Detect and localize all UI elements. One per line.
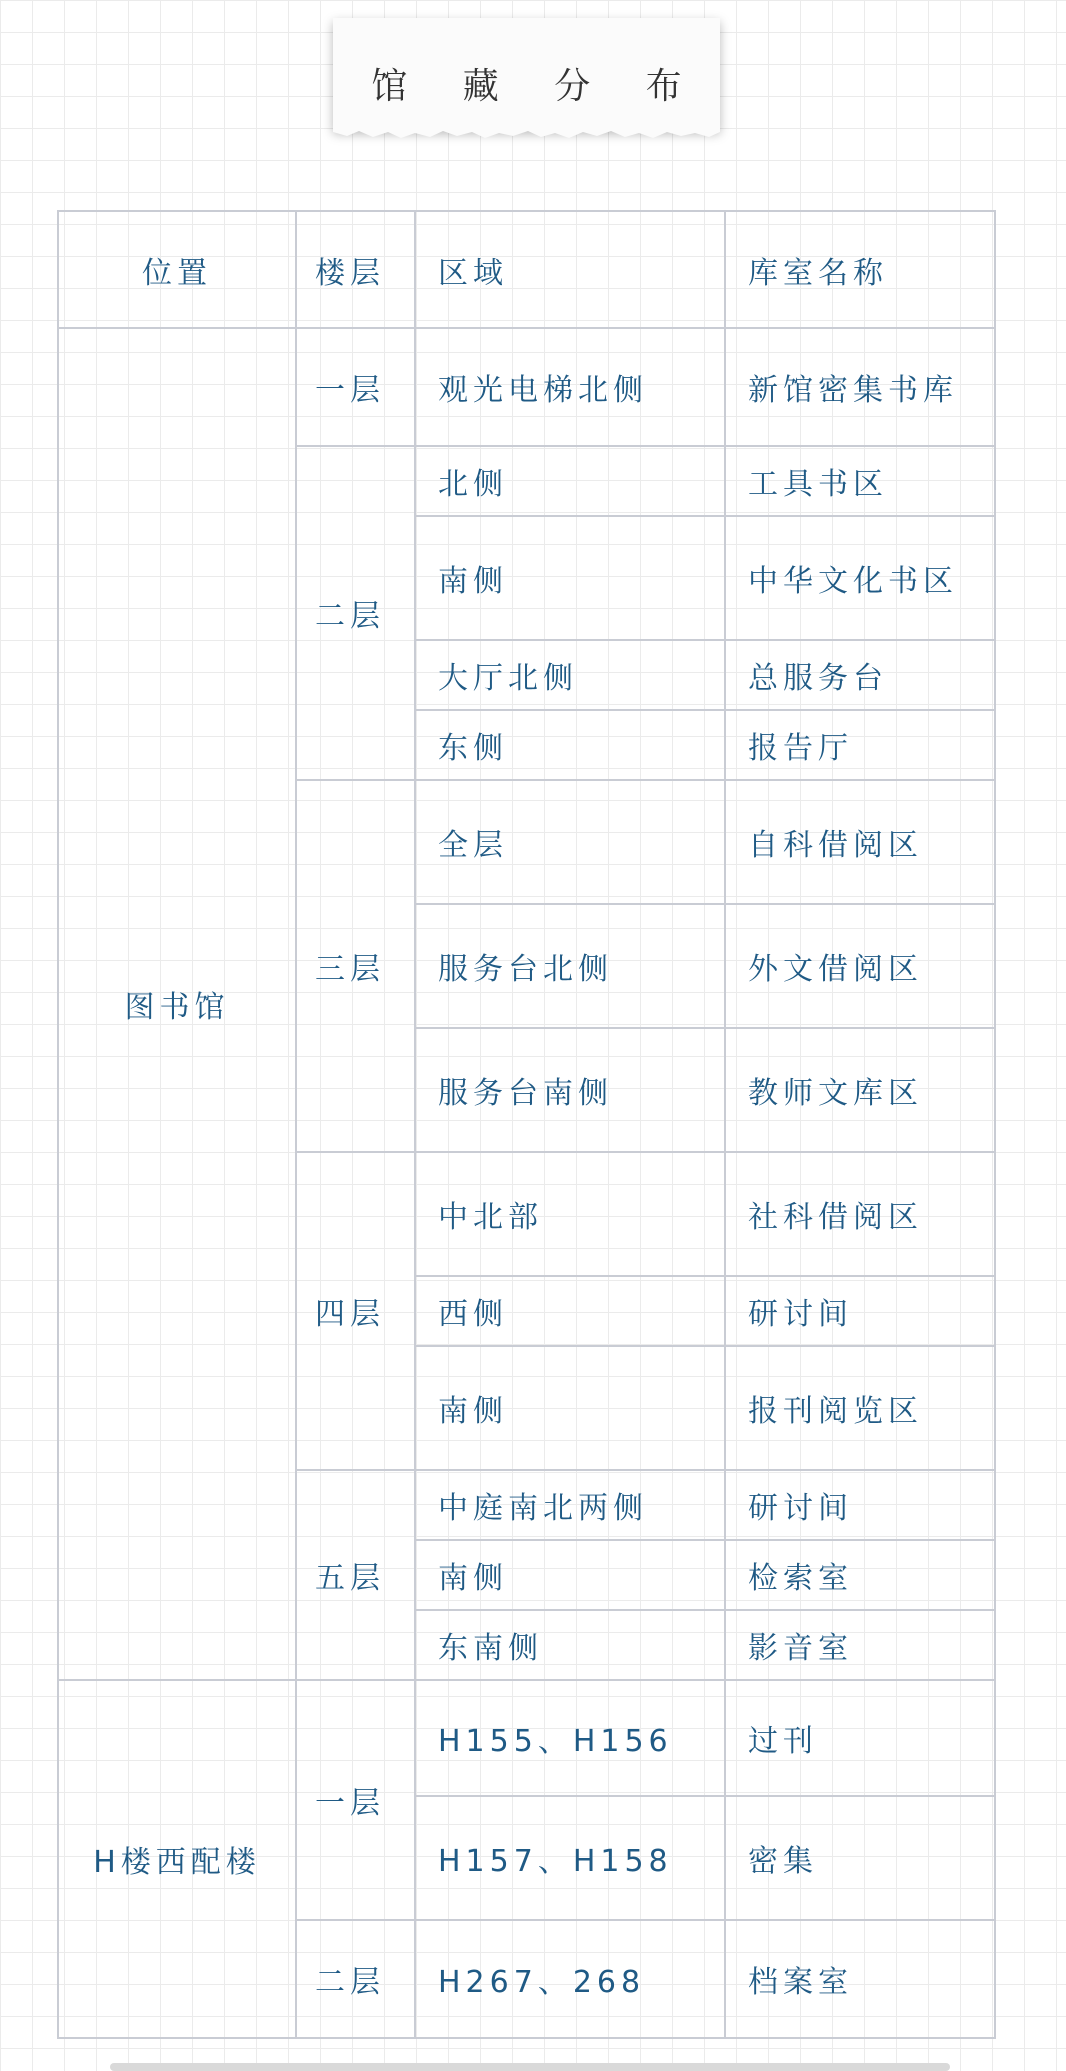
torn-paper-edge [333, 124, 720, 140]
title-card [333, 18, 720, 130]
room-cell: 外文借阅区 [725, 904, 995, 1028]
room-cell: 中华文化书区 [725, 516, 995, 640]
room-cell: 工具书区 [725, 446, 995, 516]
area-cell: 南侧 [415, 516, 725, 640]
header-row [58, 211, 995, 328]
floor-cell: 一层 [296, 1680, 415, 1920]
horizontal-scrollbar[interactable] [110, 2063, 950, 2071]
room-cell: 研讨间 [725, 1470, 995, 1540]
header-room: 库室名称 [725, 211, 995, 328]
floor-cell: 五层 [296, 1470, 415, 1680]
room-cell: 教师文库区 [725, 1028, 995, 1152]
collection-table [57, 210, 996, 2039]
area-cell: 东南侧 [415, 1610, 725, 1680]
floor-cell: 四层 [296, 1152, 415, 1470]
area-cell: 大厅北侧 [415, 640, 725, 710]
room-cell: 研讨间 [725, 1276, 995, 1346]
room-cell: 影音室 [725, 1610, 995, 1680]
area-cell: H267、268 [415, 1920, 725, 2038]
area-cell: 南侧 [415, 1540, 725, 1610]
floor-cell: 二层 [296, 1920, 415, 2038]
area-cell: 服务台北侧 [415, 904, 725, 1028]
floor-cell: 二层 [296, 446, 415, 780]
collection-table-container [57, 210, 994, 2039]
area-cell: H155、H156 [415, 1680, 725, 1796]
area-cell: 服务台南侧 [415, 1028, 725, 1152]
area-cell: 中庭南北两侧 [415, 1470, 725, 1540]
area-cell: 东侧 [415, 710, 725, 780]
room-cell: 自科借阅区 [725, 780, 995, 904]
area-cell: H157、H158 [415, 1796, 725, 1920]
header-area: 区域 [415, 211, 725, 328]
area-cell: 全层 [415, 780, 725, 904]
header-floor: 楼层 [296, 211, 415, 328]
table-row [58, 1680, 995, 1796]
area-cell: 观光电梯北侧 [415, 328, 725, 446]
room-cell: 检索室 [725, 1540, 995, 1610]
header-location: 位置 [58, 211, 296, 328]
room-cell: 档案室 [725, 1920, 995, 2038]
room-cell: 新馆密集书库 [725, 328, 995, 446]
room-cell: 总服务台 [725, 640, 995, 710]
table-row [58, 328, 995, 446]
floor-cell: 一层 [296, 328, 415, 446]
room-cell: 社科借阅区 [725, 1152, 995, 1276]
page-title: 馆 藏 分 布 [371, 66, 704, 107]
room-cell: 密集 [725, 1796, 995, 1920]
room-cell: 报告厅 [725, 710, 995, 780]
location-cell: 图书馆 [58, 328, 296, 1680]
area-cell: 西侧 [415, 1276, 725, 1346]
room-cell: 报刊阅览区 [725, 1346, 995, 1470]
floor-cell: 三层 [296, 780, 415, 1152]
area-cell: 北侧 [415, 446, 725, 516]
room-cell: 过刊 [725, 1680, 995, 1796]
area-cell: 中北部 [415, 1152, 725, 1276]
area-cell: 南侧 [415, 1346, 725, 1470]
location-cell: H楼西配楼 [58, 1680, 296, 2038]
